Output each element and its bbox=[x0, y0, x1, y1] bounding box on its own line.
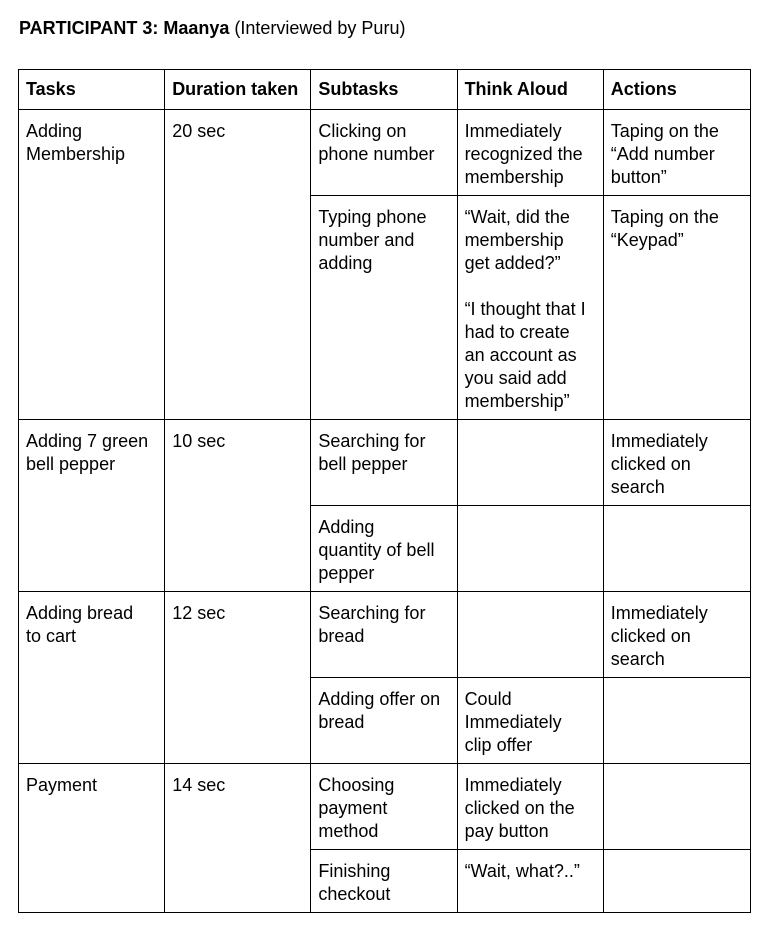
cell-text-line: quantity of bell bbox=[318, 540, 435, 560]
cell-text-line: bell pepper bbox=[318, 454, 408, 474]
cell-text-line: Adding bread bbox=[26, 603, 134, 623]
subtask-cell bbox=[311, 678, 457, 764]
cell-text-line: pay button bbox=[464, 821, 549, 841]
cell-text-line: Membership bbox=[26, 144, 126, 164]
column-header-think-aloud: Think Aloud bbox=[457, 70, 603, 110]
cell-text-line: checkout bbox=[318, 884, 391, 904]
cell-text-line: Searching for bbox=[318, 603, 426, 623]
cell-text-line: membership bbox=[464, 167, 564, 187]
cell-text-line: Adding bbox=[26, 121, 83, 141]
cell-text-line: search bbox=[610, 649, 665, 669]
actions-cell bbox=[603, 764, 750, 850]
cell-text-line: button” bbox=[610, 167, 667, 187]
table-body bbox=[19, 110, 751, 913]
cell-text-line: Adding 7 green bbox=[26, 431, 149, 451]
cell-text-line: clip offer bbox=[464, 735, 533, 755]
task-cell bbox=[19, 110, 165, 420]
cell-text-line: Could bbox=[464, 689, 512, 709]
subtask-cell bbox=[311, 110, 457, 196]
cell-text-line: “Add number bbox=[610, 144, 715, 164]
think-aloud-quote bbox=[465, 860, 597, 883]
cell-text-line: “I thought that I bbox=[464, 299, 586, 319]
cell-text-line: “Keypad” bbox=[610, 230, 684, 250]
actions-cell bbox=[603, 592, 750, 678]
think-aloud-cell bbox=[457, 764, 603, 850]
think-aloud-quote bbox=[465, 688, 597, 757]
column-header-actions: Actions bbox=[603, 70, 750, 110]
cell-text-line: “Wait, what?..” bbox=[464, 861, 580, 881]
cell-text-line: number and bbox=[318, 230, 415, 250]
column-header-duration: Duration taken bbox=[165, 70, 311, 110]
cell-text-line: Immediately bbox=[464, 775, 562, 795]
cell-text-line: Immediately bbox=[610, 603, 708, 623]
think-aloud-cell bbox=[457, 420, 603, 506]
cell-text-line: adding bbox=[318, 253, 373, 273]
think-aloud-quote bbox=[465, 120, 597, 189]
cell-text-line: method bbox=[318, 821, 379, 841]
table-row bbox=[19, 420, 751, 506]
duration-cell: 14 sec bbox=[165, 764, 311, 913]
actions-cell bbox=[603, 196, 750, 420]
table-row bbox=[19, 764, 751, 850]
duration-cell: 12 sec bbox=[165, 592, 311, 764]
think-aloud-quote bbox=[465, 774, 597, 843]
cell-text-line: pepper bbox=[318, 563, 375, 583]
page-heading bbox=[19, 17, 405, 39]
cell-text-line: recognized the bbox=[464, 144, 583, 164]
table-row bbox=[19, 592, 751, 678]
cell-text-line: Payment bbox=[26, 775, 98, 795]
actions-cell bbox=[603, 506, 750, 592]
cell-text-line: Immediately bbox=[464, 712, 562, 732]
interviewer-note: (Interviewed by Puru) bbox=[229, 18, 406, 38]
cell-text-line: search bbox=[610, 477, 665, 497]
actions-cell bbox=[603, 850, 750, 913]
actions-cell bbox=[603, 678, 750, 764]
task-cell bbox=[19, 764, 165, 913]
cell-text-line: bell pepper bbox=[26, 454, 116, 474]
cell-text-line: Typing phone bbox=[318, 207, 427, 227]
subtask-cell bbox=[311, 850, 457, 913]
think-aloud-cell bbox=[457, 110, 603, 196]
cell-text-line: you said add bbox=[464, 368, 567, 388]
cell-text-line: get added?” bbox=[464, 253, 561, 273]
usability-test-table bbox=[18, 69, 751, 913]
actions-cell bbox=[603, 420, 750, 506]
cell-text-line: Immediately bbox=[464, 121, 562, 141]
cell-text-line: Finishing bbox=[318, 861, 391, 881]
cell-text-line: clicked on bbox=[610, 626, 691, 646]
column-header-subtasks: Subtasks bbox=[311, 70, 457, 110]
table-row bbox=[19, 110, 751, 196]
cell-text-line: Taping on the bbox=[610, 207, 719, 227]
duration-cell: 10 sec bbox=[165, 420, 311, 592]
think-aloud-cell bbox=[457, 506, 603, 592]
subtask-cell bbox=[311, 420, 457, 506]
cell-text-line: Taping on the bbox=[610, 121, 719, 141]
cell-text-line: payment bbox=[318, 798, 388, 818]
cell-text-line: membership bbox=[464, 230, 564, 250]
cell-text-line: phone number bbox=[318, 144, 435, 164]
cell-text-line: had to create bbox=[464, 322, 570, 342]
think-aloud-cell bbox=[457, 678, 603, 764]
column-header-tasks: Tasks bbox=[19, 70, 165, 110]
cell-text-line: bread bbox=[318, 626, 365, 646]
cell-text-line: clicked on the bbox=[464, 798, 575, 818]
cell-text-line: an account as bbox=[464, 345, 577, 365]
task-cell bbox=[19, 592, 165, 764]
cell-text-line: membership” bbox=[464, 391, 570, 411]
cell-text-line: Adding bbox=[318, 517, 375, 537]
participant-label: PARTICIPANT 3: Maanya bbox=[19, 18, 230, 38]
cell-text-line: Immediately bbox=[610, 431, 708, 451]
cell-text-line: “Wait, did the bbox=[464, 207, 570, 227]
actions-cell bbox=[603, 110, 750, 196]
cell-text-line: Choosing bbox=[318, 775, 395, 795]
cell-text-line: Searching for bbox=[318, 431, 426, 451]
cell-text-line: clicked on bbox=[610, 454, 691, 474]
think-aloud-cell bbox=[457, 592, 603, 678]
subtask-cell bbox=[311, 592, 457, 678]
cell-text-line: Clicking on bbox=[318, 121, 407, 141]
subtask-cell bbox=[311, 764, 457, 850]
subtask-cell bbox=[311, 196, 457, 420]
cell-text-line: to cart bbox=[26, 626, 77, 646]
cell-text-line: bread bbox=[318, 712, 365, 732]
cell-text-line: Adding offer on bbox=[318, 689, 441, 709]
task-cell bbox=[19, 420, 165, 592]
table-header-row bbox=[19, 70, 751, 110]
think-aloud-quote bbox=[465, 206, 597, 275]
duration-cell: 20 sec bbox=[165, 110, 311, 420]
think-aloud-cell bbox=[457, 850, 603, 913]
think-aloud-cell bbox=[457, 196, 603, 420]
subtask-cell bbox=[311, 506, 457, 592]
think-aloud-quote bbox=[465, 298, 597, 413]
